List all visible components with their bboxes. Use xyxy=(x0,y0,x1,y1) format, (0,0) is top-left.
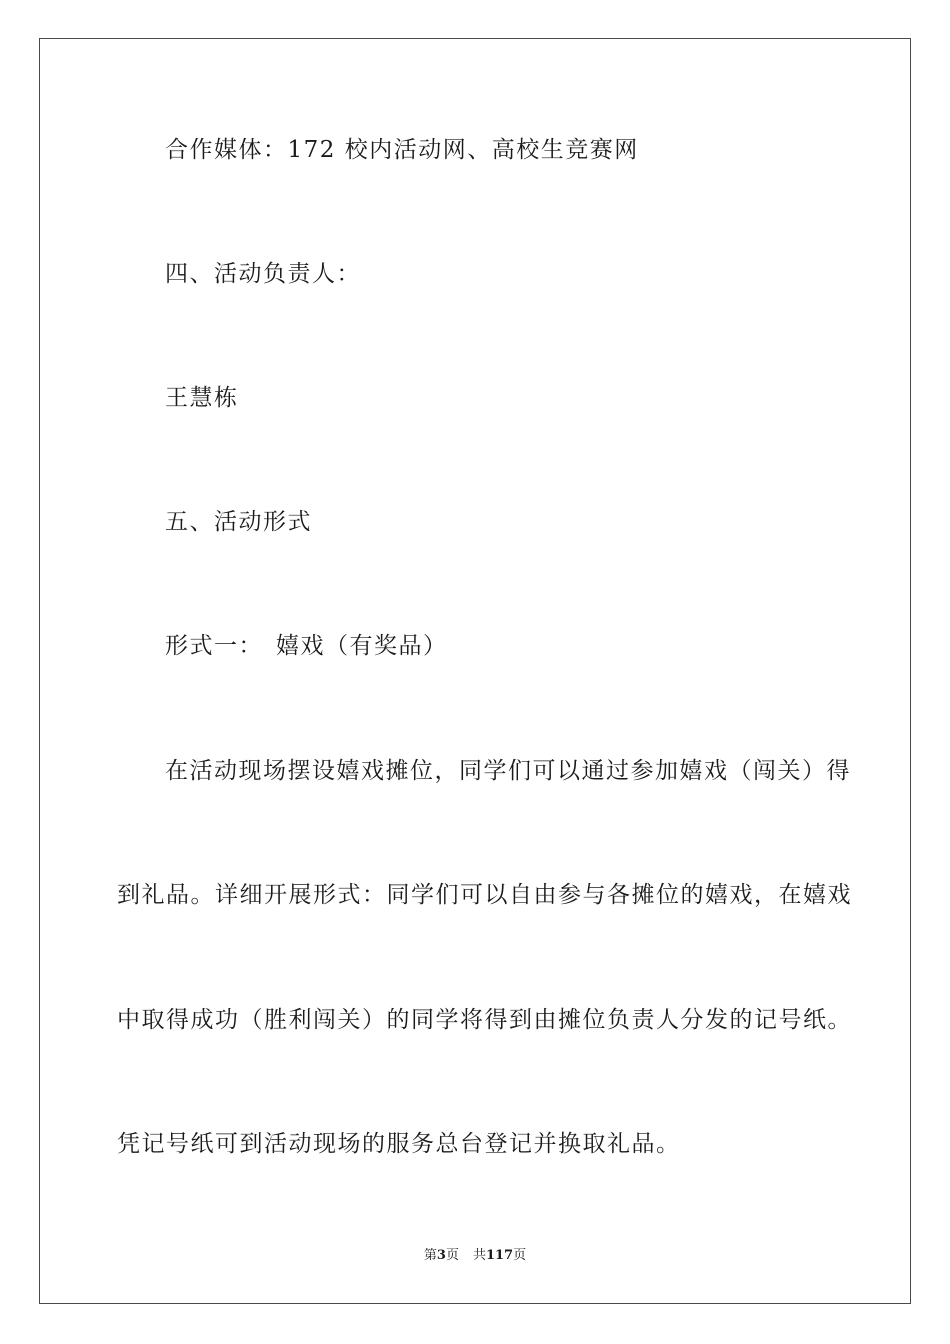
text-line-paragraph-1: 在活动现场摆设嬉戏摊位，同学们可以通过参加嬉戏（闯关）得 xyxy=(165,758,851,784)
text-line-person: 王慧栋 xyxy=(165,385,239,411)
footer-total-pages: 117 xyxy=(485,1248,514,1263)
text-line-paragraph-3: 中取得成功（胜利闯关）的同学将得到由摊位负责人分发的记号纸。 xyxy=(117,1007,852,1033)
page-border xyxy=(39,38,911,1304)
text-line-paragraph-2: 到礼品。详细开展形式：同学们可以自由参与各摊位的嬉戏，在嬉戏 xyxy=(117,882,852,908)
footer-page-suffix: 页 xyxy=(445,1248,459,1263)
text-line-heading-4: 四、活动负责人： xyxy=(165,261,361,287)
footer-page-prefix: 第 xyxy=(423,1248,437,1263)
footer-total-prefix: 共 xyxy=(472,1248,486,1263)
footer-total-suffix: 页 xyxy=(513,1248,527,1263)
text-line-heading-5: 五、活动形式 xyxy=(165,509,312,535)
page-footer xyxy=(0,1249,950,1262)
text-line-media: 合作媒体：172 校内活动网、高校生竞赛网 xyxy=(165,137,639,163)
footer-page-number: 3 xyxy=(436,1248,446,1263)
text-line-paragraph-4: 凭记号纸可到活动现场的服务总台登记并换取礼品。 xyxy=(117,1131,681,1157)
text-line-form-1: 形式一： 嬉戏（有奖品） xyxy=(165,633,448,659)
